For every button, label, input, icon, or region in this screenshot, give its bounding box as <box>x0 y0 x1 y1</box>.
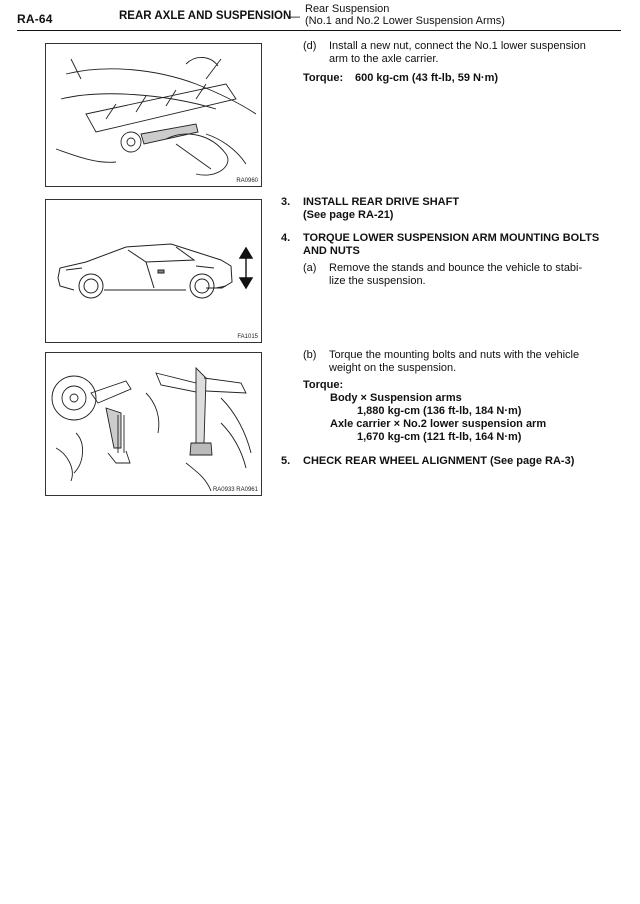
step-4-line-2: AND NUTS <box>303 245 360 257</box>
step-a-line-2: lize the suspension. <box>329 275 426 287</box>
section-title: REAR AXLE AND SUSPENSION <box>119 10 292 22</box>
title-dash: — <box>288 9 300 23</box>
figure-torque-mounting-bolts <box>45 352 262 496</box>
step-b-line-1: Torque the mounting bolts and nuts with the vehicle <box>329 349 580 361</box>
torque-2-label: Torque: <box>303 379 344 391</box>
section-subtitle <box>305 3 505 27</box>
step-3-line-2: (See page RA-21) <box>303 209 394 221</box>
step-b-line-2: weight on the suspension. <box>329 362 457 374</box>
figure-vehicle-drawing <box>46 200 261 342</box>
step-d-marker: (d) <box>303 40 317 52</box>
step-5-number: 5. <box>281 455 291 467</box>
step-b-marker: (b) <box>303 349 317 361</box>
torque-1-value: 600 kg-cm (43 ft-lb, 59 N·m) <box>355 72 499 84</box>
step-a-text <box>329 262 582 288</box>
step-d-line-1: Install a new nut, connect the No.1 lower suspension <box>329 40 586 52</box>
torque-2-value-2: 1,670 kg-cm (121 ft-lb, 164 N·m) <box>357 431 522 443</box>
figure-code: RA0933 RA0961 <box>212 487 258 493</box>
figure-arm-nut-install <box>45 43 262 187</box>
step-3-heading <box>303 196 459 222</box>
step-3-number: 3. <box>281 196 291 208</box>
figure-arm-nut-drawing <box>46 44 261 186</box>
torque-2-item-1: Body × Suspension arms <box>330 392 462 404</box>
torque-2-item-2: Axle carrier × No.2 lower suspension arm <box>330 418 547 430</box>
torque-1-label: Torque: <box>303 72 344 84</box>
step-b-text <box>329 349 579 375</box>
subtitle-line-1: Rear Suspension <box>305 3 390 15</box>
step-d-line-2: arm to the axle carrier. <box>329 53 439 65</box>
step-4-line-1: TORQUE LOWER SUSPENSION ARM MOUNTING BOLTS <box>303 232 600 244</box>
step-a-line-1: Remove the stands and bounce the vehicle to stabi- <box>329 262 583 274</box>
step-d-text <box>329 40 586 66</box>
step-a-marker: (a) <box>303 262 317 274</box>
subtitle-line-2: (No.1 and No.2 Lower Suspension Arms) <box>305 15 505 27</box>
page-number: RA-64 <box>17 12 53 26</box>
header-rule <box>17 30 621 31</box>
step-5-heading: CHECK REAR WHEEL ALIGNMENT (See page RA-3) <box>303 455 575 467</box>
torque-2-value-1: 1,880 kg-cm (136 ft-lb, 184 N·m) <box>357 405 522 417</box>
step-4-heading <box>303 232 599 258</box>
figure-vehicle-bounce <box>45 199 262 343</box>
figure-code: RA0960 <box>236 178 258 184</box>
step-3-line-1: INSTALL REAR DRIVE SHAFT <box>303 196 460 208</box>
figure-torque-drawing <box>46 353 261 495</box>
step-4-number: 4. <box>281 232 291 244</box>
figure-code: FA1015 <box>237 334 258 340</box>
